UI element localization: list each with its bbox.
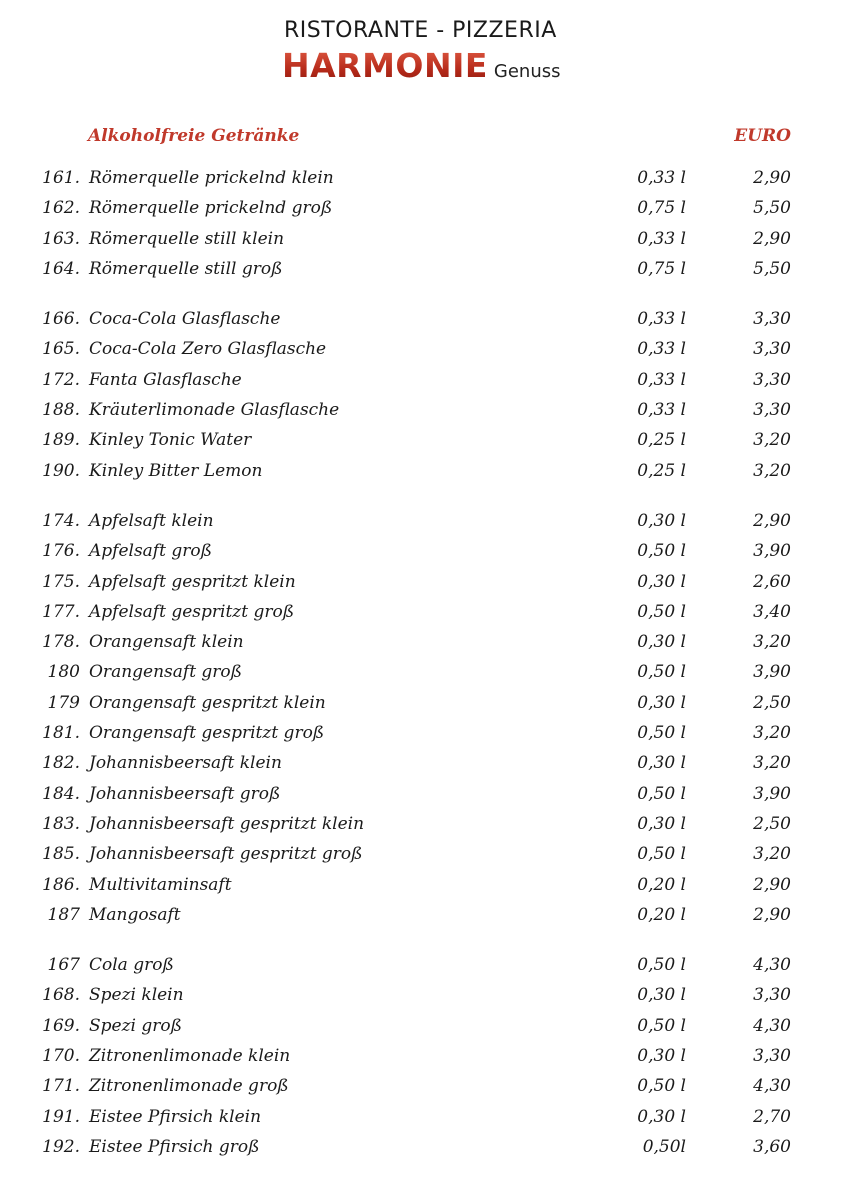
menu-item	[0, 509, 848, 539]
item-name: Kinley Tonic Water	[89, 430, 252, 451]
item-price: 3,40	[753, 601, 791, 622]
item-number: 171.	[42, 1076, 80, 1097]
item-price: 2,90	[753, 168, 791, 188]
item-number: 186.	[42, 874, 80, 895]
menu-item	[0, 1044, 848, 1074]
menu-item	[0, 1014, 848, 1044]
item-name: Multivitaminsaft	[89, 874, 232, 895]
restaurant-logo	[282, 46, 561, 85]
item-price: 3,30	[753, 369, 791, 390]
item-price: 2,60	[753, 571, 791, 592]
item-name: Zitronenlimonade groß	[89, 1076, 289, 1097]
item-volume: 0,75 l	[637, 198, 686, 219]
item-volume: 0,30 l	[637, 813, 686, 834]
item-price: 3,90	[753, 541, 791, 562]
menu-item	[0, 196, 848, 226]
item-volume: 0,33 l	[637, 400, 686, 421]
menu-item	[0, 691, 848, 721]
menu-item	[0, 227, 848, 257]
item-number: 163.	[42, 228, 80, 249]
drinks-menu	[0, 166, 848, 1185]
item-volume: 0,50 l	[637, 955, 686, 976]
item-number: 191.	[42, 1106, 80, 1127]
menu-item	[0, 721, 848, 751]
item-name: Orangensaft gespritzt klein	[89, 692, 326, 713]
item-name: Kräuterlimonade Glasflasche	[89, 400, 340, 421]
item-volume: 0,50 l	[637, 1015, 686, 1036]
section-title: Alkoholfreie Getränke	[88, 126, 300, 146]
item-price: 4,30	[753, 955, 791, 976]
item-number: 184.	[42, 783, 80, 804]
item-price: 3,20	[753, 723, 791, 744]
menu-item	[0, 459, 848, 489]
item-volume: 0,50l	[642, 1136, 686, 1157]
item-number: 162.	[42, 198, 80, 219]
item-volume: 0,33 l	[637, 228, 686, 249]
item-name: Römerquelle prickelnd klein	[89, 168, 334, 188]
item-volume: 0,50 l	[637, 844, 686, 865]
menu-item	[0, 570, 848, 600]
item-name: Johannisbeersaft gespritzt groß	[89, 844, 363, 865]
item-number: 166.	[42, 309, 80, 330]
item-number: 181.	[42, 723, 80, 744]
item-price: 5,50	[753, 258, 791, 279]
item-volume: 0,33 l	[637, 339, 686, 360]
item-price: 2,90	[753, 874, 791, 895]
item-name: Johannisbeersaft gespritzt klein	[89, 813, 365, 834]
item-price: 3,30	[753, 1046, 791, 1067]
item-number: 174.	[42, 510, 80, 531]
item-name: Zitronenlimonade klein	[89, 1046, 291, 1067]
item-volume: 0,30 l	[637, 632, 686, 653]
item-price: 2,50	[753, 813, 791, 834]
item-price: 3,60	[753, 1136, 791, 1157]
item-name: Spezi groß	[89, 1015, 182, 1036]
item-number: 178.	[42, 632, 80, 653]
item-number: 175.	[42, 571, 80, 592]
item-number: 189.	[42, 430, 80, 451]
menu-item	[0, 983, 848, 1013]
item-number: 182.	[42, 753, 80, 774]
menu-item	[0, 398, 848, 428]
menu-item	[0, 1105, 848, 1135]
menu-item	[0, 166, 848, 196]
item-volume: 0,30 l	[637, 692, 686, 713]
item-name: Apfelsaft gespritzt groß	[89, 601, 295, 622]
item-number: 177.	[42, 601, 80, 622]
item-number: 188.	[42, 400, 80, 421]
item-name: Orangensaft groß	[89, 662, 243, 683]
menu-item	[0, 953, 848, 983]
menu-item	[0, 630, 848, 660]
item-name: Römerquelle still klein	[89, 228, 285, 249]
item-volume: 0,20 l	[637, 874, 686, 895]
item-name: Apfelsaft gespritzt klein	[89, 571, 296, 592]
item-number: 183.	[42, 813, 80, 834]
item-volume: 0,50 l	[637, 662, 686, 683]
item-number: 165.	[42, 339, 80, 360]
item-price: 3,20	[753, 430, 791, 451]
menu-group	[0, 166, 848, 287]
item-number: 192.	[42, 1136, 80, 1157]
item-name: Römerquelle still groß	[89, 258, 283, 279]
item-name: Apfelsaft klein	[89, 510, 214, 531]
menu-group	[0, 509, 848, 933]
item-volume: 0,50 l	[637, 723, 686, 744]
item-name: Römerquelle prickelnd groß	[89, 198, 333, 219]
item-name: Apfelsaft groß	[89, 541, 212, 562]
item-number: 179	[47, 692, 80, 713]
item-number: 180	[47, 662, 80, 683]
menu-item	[0, 751, 848, 781]
item-volume: 0,20 l	[637, 904, 686, 925]
menu-item	[0, 812, 848, 842]
item-volume: 0,25 l	[637, 460, 686, 481]
item-volume: 0,30 l	[637, 510, 686, 531]
item-price: 5,50	[753, 198, 791, 219]
item-number: 169.	[42, 1015, 80, 1036]
item-name: Johannisbeersaft klein	[89, 753, 282, 774]
item-name: Spezi klein	[89, 985, 184, 1006]
menu-item	[0, 873, 848, 903]
item-price: 3,30	[753, 400, 791, 421]
menu-item	[0, 600, 848, 630]
item-name: Orangensaft gespritzt groß	[89, 723, 325, 744]
item-name: Fanta Glasflasche	[89, 369, 242, 390]
item-volume: 0,30 l	[637, 1106, 686, 1127]
item-number: 172.	[42, 369, 80, 390]
menu-item	[0, 368, 848, 398]
item-price: 3,20	[753, 844, 791, 865]
item-name: Cola groß	[89, 955, 174, 976]
item-volume: 0,33 l	[637, 369, 686, 390]
currency-heading: EURO	[734, 126, 791, 146]
item-number: 161.	[42, 168, 80, 188]
item-volume: 0,30 l	[637, 1046, 686, 1067]
item-name: Mangosaft	[89, 904, 181, 925]
item-price: 2,70	[753, 1106, 791, 1127]
item-volume: 0,33 l	[637, 309, 686, 330]
item-name: Coca-Cola Glasflasche	[89, 309, 281, 330]
item-price: 4,30	[753, 1015, 791, 1036]
item-price: 2,50	[753, 692, 791, 713]
item-number: 190.	[42, 460, 80, 481]
item-number: 167	[47, 955, 80, 976]
menu-group	[0, 953, 848, 1165]
item-price: 3,30	[753, 309, 791, 330]
item-volume: 0,50 l	[637, 783, 686, 804]
menu-item	[0, 428, 848, 458]
menu-item	[0, 307, 848, 337]
item-price: 3,20	[753, 460, 791, 481]
item-number: 168.	[42, 985, 80, 1006]
item-price: 3,20	[753, 632, 791, 653]
menu-item	[0, 842, 848, 872]
restaurant-type: RISTORANTE - PIZZERIA	[284, 18, 557, 43]
item-price: 3,90	[753, 783, 791, 804]
item-volume: 0,33 l	[637, 168, 686, 188]
item-name: Eistee Pfirsich groß	[89, 1136, 260, 1157]
item-number: 170.	[42, 1046, 80, 1067]
item-price: 2,90	[753, 904, 791, 925]
menu-item	[0, 660, 848, 690]
item-volume: 0,50 l	[637, 541, 686, 562]
menu-item	[0, 1074, 848, 1104]
item-name: Coca-Cola Zero Glasflasche	[89, 339, 327, 360]
item-number: 176.	[42, 541, 80, 562]
menu-item	[0, 337, 848, 367]
item-price: 4,30	[753, 1076, 791, 1097]
item-number: 164.	[42, 258, 80, 279]
item-name: Orangensaft klein	[89, 632, 244, 653]
item-price: 3,90	[753, 662, 791, 683]
menu-item	[0, 1135, 848, 1165]
item-number: 187	[47, 904, 80, 925]
brand-suffix: Genuss	[493, 61, 561, 82]
menu-item	[0, 903, 848, 933]
item-price: 2,90	[753, 510, 791, 531]
item-name: Johannisbeersaft groß	[89, 783, 281, 804]
item-volume: 0,50 l	[637, 601, 686, 622]
item-name: Kinley Bitter Lemon	[89, 460, 263, 481]
menu-item	[0, 539, 848, 569]
item-price: 2,90	[753, 228, 791, 249]
item-price: 3,20	[753, 753, 791, 774]
item-volume: 0,30 l	[637, 571, 686, 592]
item-name: Eistee Pfirsich klein	[89, 1106, 262, 1127]
item-price: 3,30	[753, 339, 791, 360]
item-volume: 0,30 l	[637, 753, 686, 774]
item-volume: 0,30 l	[637, 985, 686, 1006]
item-volume: 0,25 l	[637, 430, 686, 451]
menu-item	[0, 257, 848, 287]
menu-group	[0, 307, 848, 489]
brand-name: HARMONIE	[282, 46, 488, 85]
item-price: 3,30	[753, 985, 791, 1006]
item-volume: 0,75 l	[637, 258, 686, 279]
menu-item	[0, 782, 848, 812]
item-volume: 0,50 l	[637, 1076, 686, 1097]
restaurant-header	[0, 0, 848, 100]
item-number: 185.	[42, 844, 80, 865]
